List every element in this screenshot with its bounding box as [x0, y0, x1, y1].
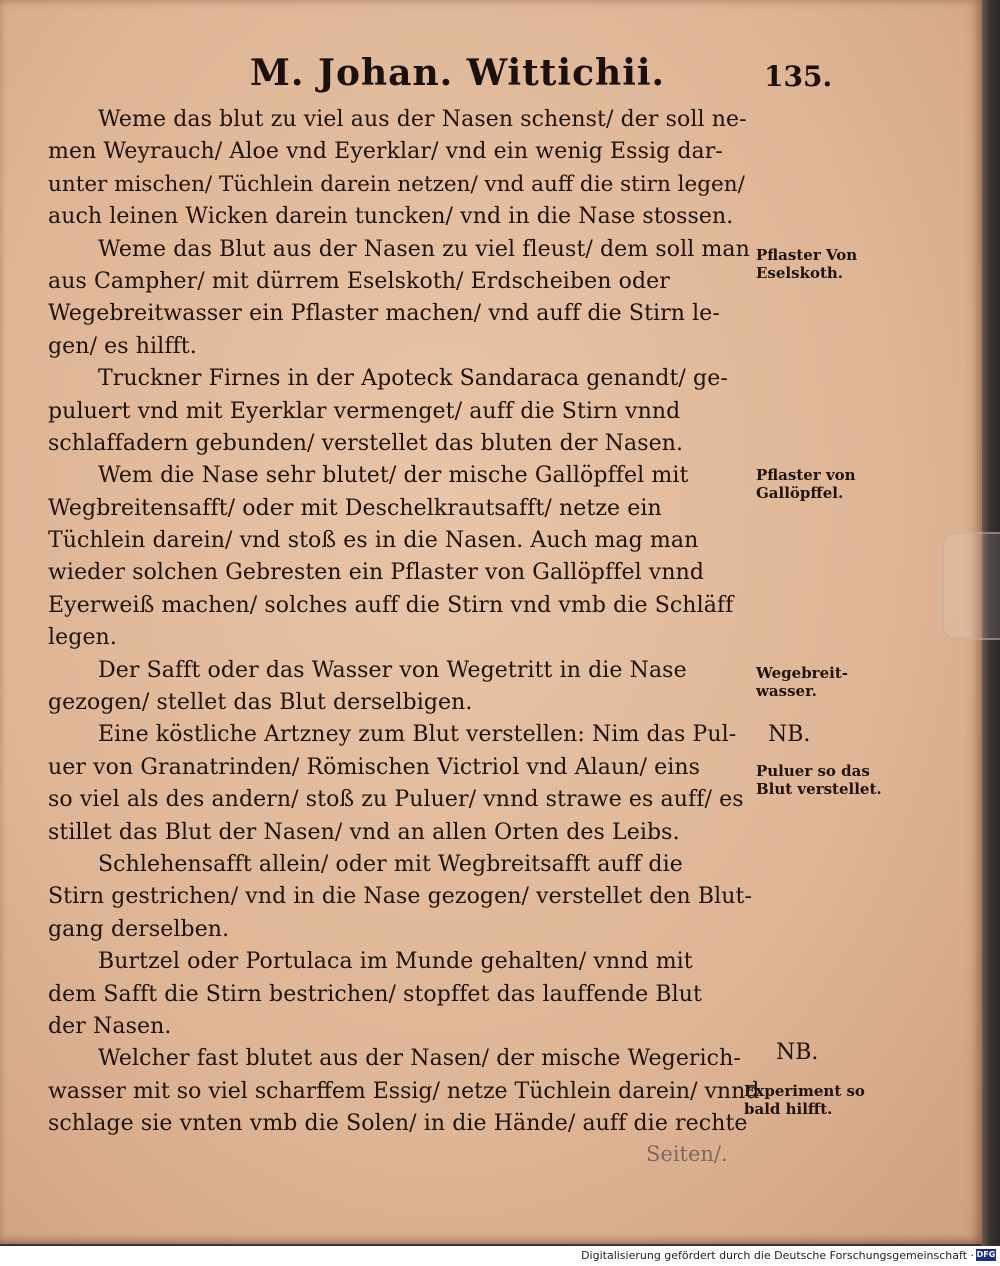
catchword: Seiten/.: [646, 1142, 728, 1166]
text-line: gang derselben.: [48, 916, 230, 942]
text-line: schlaffadern gebunden/ verstellet das bluten der Nasen.: [48, 430, 684, 456]
text-line: gezogen/ stellet das Blut derselbigen.: [48, 690, 473, 716]
text-line: Der Safft oder das Wasser von Wegetritt in die Nase: [98, 657, 687, 683]
text-line: schlage sie vnten vmb die Solen/ in die Hände/ auff die rechte: [48, 1111, 748, 1137]
text-line: gen/ es hilfft.: [48, 333, 197, 359]
text-line: Eyerweiß machen/ solches auff die Stirn vnd vmb die Schläff: [48, 592, 734, 618]
footer-bar: [0, 1246, 1000, 1266]
text-line: Eine köstliche Artzney zum Blut verstellen: Nim das Pul-: [98, 722, 737, 748]
text-line: Weme das Blut aus der Nasen zu viel fleust/ dem soll man: [98, 236, 750, 262]
margin-notes: [744, 0, 896, 1246]
margin-note: Pflaster Von Eselskoth.: [756, 246, 858, 282]
body-text: [48, 104, 760, 1141]
text-line: Wegebreitwasser ein Pflaster machen/ vnd auff die Stirn le-: [48, 301, 720, 327]
text-line: Burtzel oder Portulaca im Munde gehalten/ vnnd mit: [98, 949, 693, 975]
margin-note: Puluer so das Blut verstellet.: [756, 762, 882, 798]
text-line: stillet das Blut der Nasen/ vnd an allen Orten des Leibs.: [48, 819, 680, 845]
dfg-logo: DFG: [976, 1250, 996, 1259]
text-line: Truckner Firnes in der Apoteck Sandaraca genandt/ ge-: [98, 366, 728, 392]
text-line: men Weyrauch/ Aloe vnd Eyerklar/ vnd ein wenig Essig dar-: [48, 139, 723, 165]
text-line: dem Safft die Stirn bestrichen/ stopffet das lauffende Blut: [48, 981, 702, 1007]
text-line: Wegbreitensafft/ oder mit Deschelkrautsafft/ netze ein: [48, 495, 662, 521]
text-line: Welcher fast blutet aus der Nasen/ der mische Wegerich-: [98, 1046, 741, 1072]
text-line: so viel als des andern/ stoß zu Puluer/ vnnd strawe es auff/ es: [48, 787, 744, 813]
margin-note: Experiment so bald hilfft.: [744, 1082, 865, 1118]
text-line: Tüchlein darein/ vnd stoß es in die Nasen. Auch mag man: [48, 528, 699, 554]
text-line: wieder solchen Gebresten ein Pflaster von Gallöpffel vnnd: [48, 560, 705, 586]
text-line: Schlehensafft allein/ oder mit Wegbreitsafft auff die: [98, 851, 683, 877]
text-line: der Nasen.: [48, 1013, 172, 1039]
text-line: uer von Granatrinden/ Römischen Victriol vnd Alaun/ eins: [48, 754, 701, 780]
text-line: puluert vnd mit Eyerklar vermenget/ auff die Stirn vnnd: [48, 398, 681, 424]
margin-note: Pflaster von Gallöpffel.: [756, 466, 856, 502]
page-number: 135.: [764, 60, 833, 93]
text-line: Stirn gestrichen/ vnd in die Nase gezogen/ verstellet den Blut-: [48, 884, 753, 910]
bookmark-tab: [942, 532, 1000, 640]
margin-note-nb: NB.: [768, 722, 811, 747]
text-line: aus Campher/ mit dürrem Eselskoth/ Erdscheiben oder: [48, 268, 670, 294]
text-line: legen.: [48, 625, 117, 651]
text-line: Weme das blut zu viel aus der Nasen schenst/ der soll ne-: [98, 107, 747, 132]
text-line: auch leinen Wicken darein tuncken/ vnd in die Nase stossen.: [48, 204, 734, 230]
text-line: unter mischen/ Tüchlein darein netzen/ vnd auff die stirn legen/: [48, 171, 745, 197]
footer-credit: Digitalisierung gefördert durch die Deutsche Forschungsgemeinschaft ·: [581, 1249, 974, 1262]
running-head: M. Johan. Wittichii.: [250, 52, 666, 94]
margin-note: Wegebreit- wasser.: [756, 664, 848, 700]
margin-note-nb: NB.: [776, 1040, 819, 1065]
text-line: Wem die Nase sehr blutet/ der mische Gallöpffel mit: [98, 463, 689, 489]
text-line: wasser mit so viel scharffem Essig/ netze Tüchlein darein/ vnnd: [48, 1078, 760, 1104]
